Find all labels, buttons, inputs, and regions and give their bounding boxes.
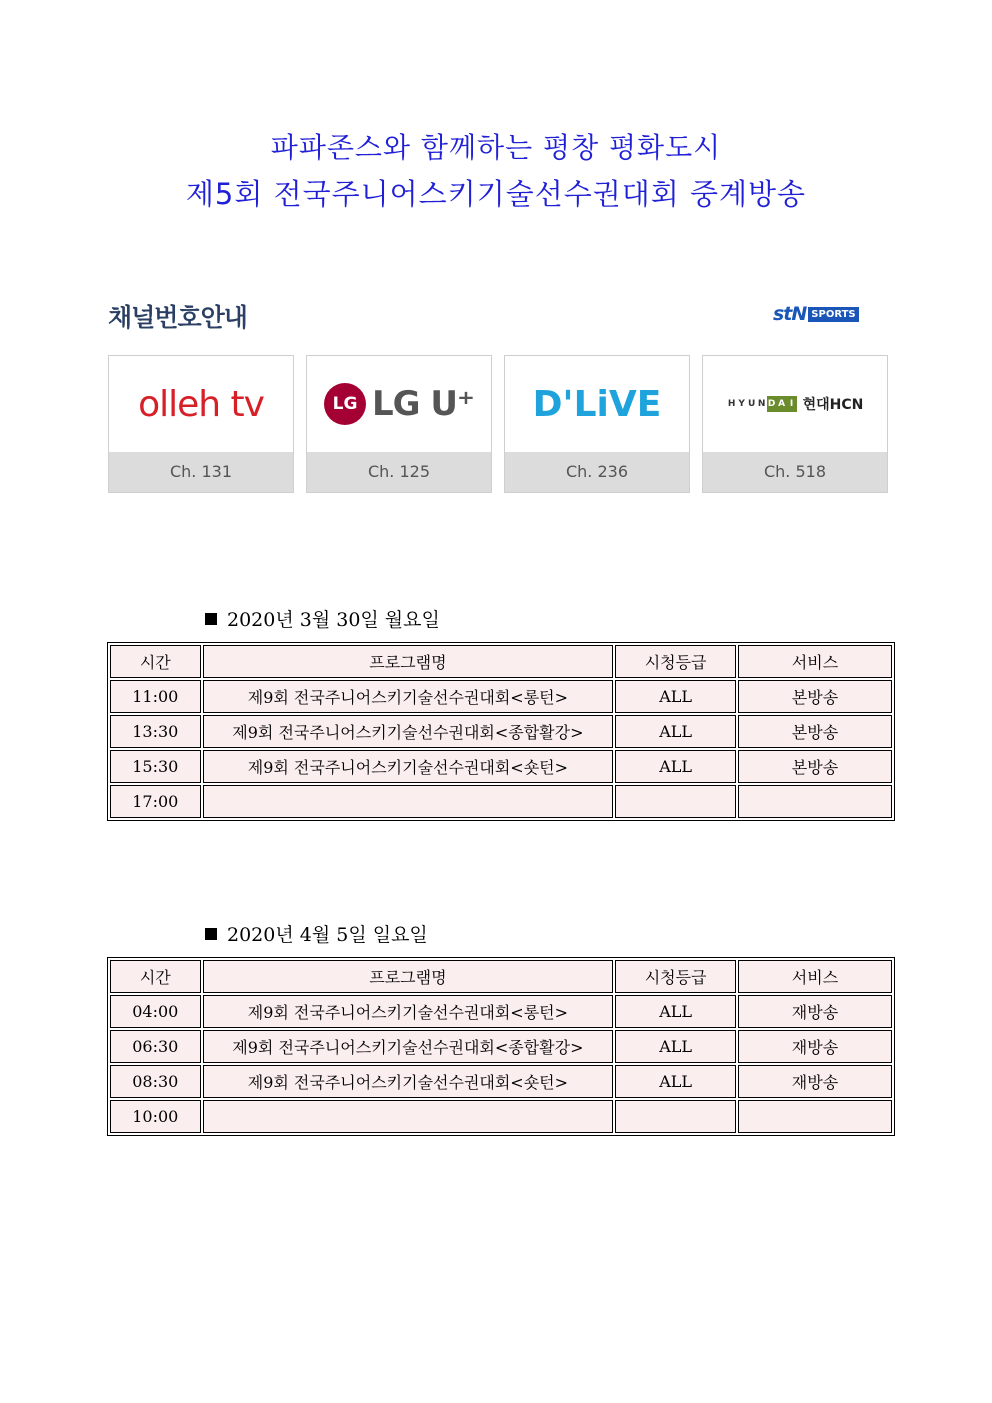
square-bullet-icon [205, 613, 217, 625]
cell-program [203, 1100, 614, 1133]
cell-program [203, 785, 614, 818]
channel-number: Ch. 518 [703, 452, 887, 492]
channel-number: Ch. 125 [307, 452, 491, 492]
hcn-logo-text: 현대HCN [802, 397, 864, 413]
table-row [110, 1100, 892, 1133]
olleh-tv-logo [109, 356, 293, 452]
lg-logo-text: LG U⁺ [372, 384, 474, 424]
cell-service [738, 785, 892, 818]
channel-card-dlive [504, 355, 690, 493]
cell-program: 제9회 전국주니어스키기술선수권대회<롱턴> [203, 680, 614, 713]
cell-time: 17:00 [110, 785, 201, 818]
cell-service: 본방송 [738, 750, 892, 783]
cell-time: 13:30 [110, 715, 201, 748]
hyundai-letter: H [727, 396, 737, 412]
column-header: 프로그램명 [203, 960, 614, 993]
cell-service: 재방송 [738, 995, 892, 1028]
cell-rating: ALL [615, 1065, 736, 1098]
table-row [110, 1030, 892, 1063]
column-header: 프로그램명 [203, 645, 614, 678]
cell-time: 06:30 [110, 1030, 201, 1063]
channel-card-hcn [702, 355, 888, 493]
channel-number: Ch. 236 [505, 452, 689, 492]
cell-time: 04:00 [110, 995, 201, 1028]
cell-time: 10:00 [110, 1100, 201, 1133]
channel-card-olleh [108, 355, 294, 493]
hyundai-letter: I [787, 396, 797, 412]
cell-program: 제9회 전국주니어스키기술선수권대회<숏턴> [203, 750, 614, 783]
lg-uplus-logo [307, 356, 491, 452]
cell-rating: ALL [615, 715, 736, 748]
schedule-date-text: 2020년 4월 5일 일요일 [227, 924, 428, 946]
table-row [110, 680, 892, 713]
table-row [110, 715, 892, 748]
dlive-logo [505, 356, 689, 452]
table-header-row [110, 960, 892, 993]
hyundai-letter: Y [737, 396, 747, 412]
column-header: 시청등급 [615, 960, 736, 993]
cell-program: 제9회 전국주니어스키기술선수권대회<종합활강> [203, 1030, 614, 1063]
cell-rating: ALL [615, 750, 736, 783]
lg-mark-icon: LG [324, 383, 366, 425]
table-row [110, 995, 892, 1028]
cell-rating [615, 785, 736, 818]
table-row [110, 750, 892, 783]
hyundai-letter: D [767, 396, 777, 412]
title-line-2: 제5회 전국주니어스키기술선수권대회 중계방송 [185, 177, 807, 211]
cell-time: 11:00 [110, 680, 201, 713]
hyundai-hcn-logo [703, 356, 887, 452]
schedule-date-2 [205, 920, 428, 947]
title-line-1: 파파존스와 함께하는 평창 평화도시 [270, 131, 722, 164]
table-header-row [110, 645, 892, 678]
channel-card-lgu [306, 355, 492, 493]
stn-sports-logo [773, 304, 873, 324]
cell-service: 본방송 [738, 715, 892, 748]
cell-rating [615, 1100, 736, 1133]
hyundai-letter: A [777, 396, 787, 412]
table-row [110, 785, 892, 818]
sports-logo-text: SPORTS [808, 307, 858, 322]
cell-rating: ALL [615, 995, 736, 1028]
channel-number: Ch. 131 [109, 452, 293, 492]
stn-logo-text: stN [773, 303, 807, 325]
table-row [110, 1065, 892, 1098]
cell-service: 재방송 [738, 1030, 892, 1063]
schedule-date-text: 2020년 3월 30일 월요일 [227, 609, 440, 631]
channel-guide-heading: 채널번호안내 [108, 303, 247, 332]
cell-program: 제9회 전국주니어스키기술선수권대회<롱턴> [203, 995, 614, 1028]
hyundai-letter: U [747, 396, 757, 412]
cell-service: 본방송 [738, 680, 892, 713]
channel-cards [108, 355, 888, 493]
column-header: 시청등급 [615, 645, 736, 678]
cell-service: 재방송 [738, 1065, 892, 1098]
cell-service [738, 1100, 892, 1133]
cell-time: 08:30 [110, 1065, 201, 1098]
column-header: 시간 [110, 960, 201, 993]
column-header: 서비스 [738, 960, 892, 993]
column-header: 서비스 [738, 645, 892, 678]
cell-program: 제9회 전국주니어스키기술선수권대회<종합활강> [203, 715, 614, 748]
olleh-logo-text: olleh tv [138, 383, 264, 425]
cell-rating: ALL [615, 680, 736, 713]
dlive-logo-text: D'LiVE [532, 383, 662, 425]
cell-time: 15:30 [110, 750, 201, 783]
square-bullet-icon [205, 928, 217, 940]
schedule-table-2 [107, 957, 895, 1136]
schedule-date-1 [205, 605, 440, 632]
schedule-table-1 [107, 642, 895, 821]
hyundai-wordmark [727, 396, 797, 412]
column-header: 시간 [110, 645, 201, 678]
hyundai-letter: N [757, 396, 767, 412]
cell-rating: ALL [615, 1030, 736, 1063]
cell-program: 제9회 전국주니어스키기술선수권대회<숏턴> [203, 1065, 614, 1098]
